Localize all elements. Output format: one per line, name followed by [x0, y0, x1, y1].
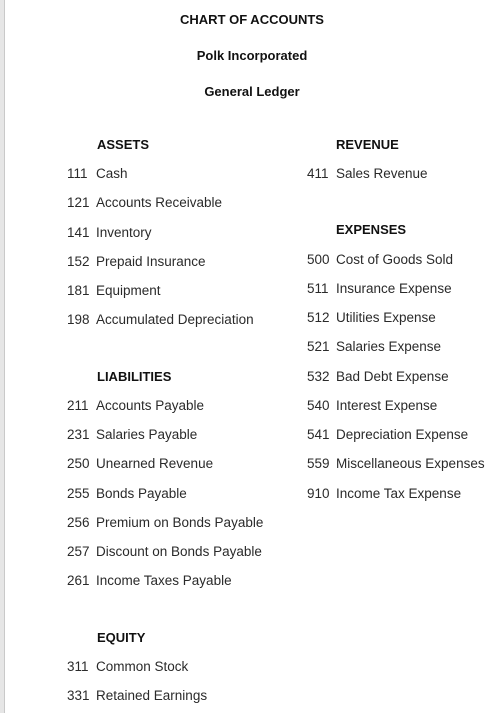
account-name: Salaries Payable	[96, 427, 198, 442]
expenses-heading: EXPENSES	[336, 222, 407, 237]
account-name: Utilities Expense	[336, 310, 436, 325]
account-name: Premium on Bonds Payable	[96, 515, 264, 530]
account-number: 541	[307, 427, 330, 442]
account-row	[67, 283, 161, 298]
account-name: Common Stock	[96, 659, 189, 674]
account-name: Prepaid Insurance	[96, 254, 206, 269]
account-number: 255	[67, 486, 90, 501]
equity-heading: EQUITY	[97, 630, 146, 645]
account-number: 311	[67, 659, 89, 674]
account-row	[67, 486, 187, 501]
account-row	[67, 312, 254, 327]
account-name: Interest Expense	[336, 398, 438, 413]
revenue-heading: REVENUE	[336, 137, 399, 152]
account-number: 411	[307, 166, 329, 181]
account-row	[67, 166, 128, 181]
account-number: 540	[307, 398, 330, 413]
account-row	[307, 339, 441, 354]
account-row	[307, 398, 437, 413]
account-name: Discount on Bonds Payable	[96, 544, 262, 559]
account-row	[307, 486, 461, 501]
assets-heading: ASSETS	[97, 137, 150, 152]
account-number: 559	[307, 456, 330, 471]
account-name: Depreciation Expense	[336, 427, 469, 442]
account-row	[67, 544, 262, 559]
account-number: 111	[67, 166, 88, 181]
account-number: 511	[307, 281, 329, 296]
account-name: Income Taxes Payable	[96, 573, 232, 588]
account-number: 211	[67, 398, 89, 413]
account-row	[67, 254, 206, 269]
account-row	[307, 166, 428, 181]
account-number: 198	[67, 312, 90, 327]
page-title: CHART OF ACCOUNTS	[180, 12, 324, 27]
account-row	[307, 252, 453, 267]
account-name: Inventory	[96, 225, 152, 240]
liabilities-heading: LIABILITIES	[97, 369, 172, 384]
account-row	[67, 195, 222, 210]
account-row	[67, 659, 188, 674]
account-row	[67, 427, 197, 442]
ledger-name: General Ledger	[204, 84, 300, 99]
account-name: Cash	[96, 166, 128, 181]
account-number: 261	[67, 573, 90, 588]
account-number: 121	[67, 195, 90, 210]
account-name: Accounts Payable	[96, 398, 205, 413]
account-name: Income Tax Expense	[336, 486, 462, 501]
account-row	[67, 225, 152, 240]
account-row	[67, 573, 232, 588]
account-number: 152	[67, 254, 90, 269]
account-name: Equipment	[96, 283, 161, 298]
account-row	[307, 456, 485, 471]
account-number: 331	[67, 688, 90, 703]
account-name: Insurance Expense	[336, 281, 452, 296]
account-number: 910	[307, 486, 330, 501]
account-row	[67, 398, 204, 413]
company-name: Polk Incorporated	[196, 48, 308, 63]
account-name: Salaries Expense	[336, 339, 442, 354]
account-name: Cost of Goods Sold	[336, 252, 454, 267]
account-number: 512	[307, 310, 330, 325]
left-border	[0, 0, 5, 713]
account-name: Bad Debt Expense	[336, 369, 449, 384]
account-name: Retained Earnings	[96, 688, 208, 703]
account-number: 257	[67, 544, 90, 559]
account-row	[67, 456, 213, 471]
account-number: 256	[67, 515, 90, 530]
account-number: 231	[67, 427, 90, 442]
account-number: 181	[67, 283, 90, 298]
account-name: Miscellaneous Expenses	[336, 456, 485, 471]
account-name: Accounts Receivable	[96, 195, 223, 210]
account-row	[67, 688, 207, 703]
account-number: 141	[67, 225, 90, 240]
account-row	[307, 310, 436, 325]
account-name: Sales Revenue	[336, 166, 428, 181]
account-number: 532	[307, 369, 330, 384]
account-row	[307, 281, 452, 296]
account-row	[307, 427, 468, 442]
account-name: Bonds Payable	[96, 486, 187, 501]
account-number: 250	[67, 456, 90, 471]
account-number: 500	[307, 252, 330, 267]
account-name: Unearned Revenue	[96, 456, 214, 471]
account-name: Accumulated Depreciation	[96, 312, 254, 327]
account-row	[67, 515, 263, 530]
account-row	[307, 369, 449, 384]
account-number: 521	[307, 339, 330, 354]
